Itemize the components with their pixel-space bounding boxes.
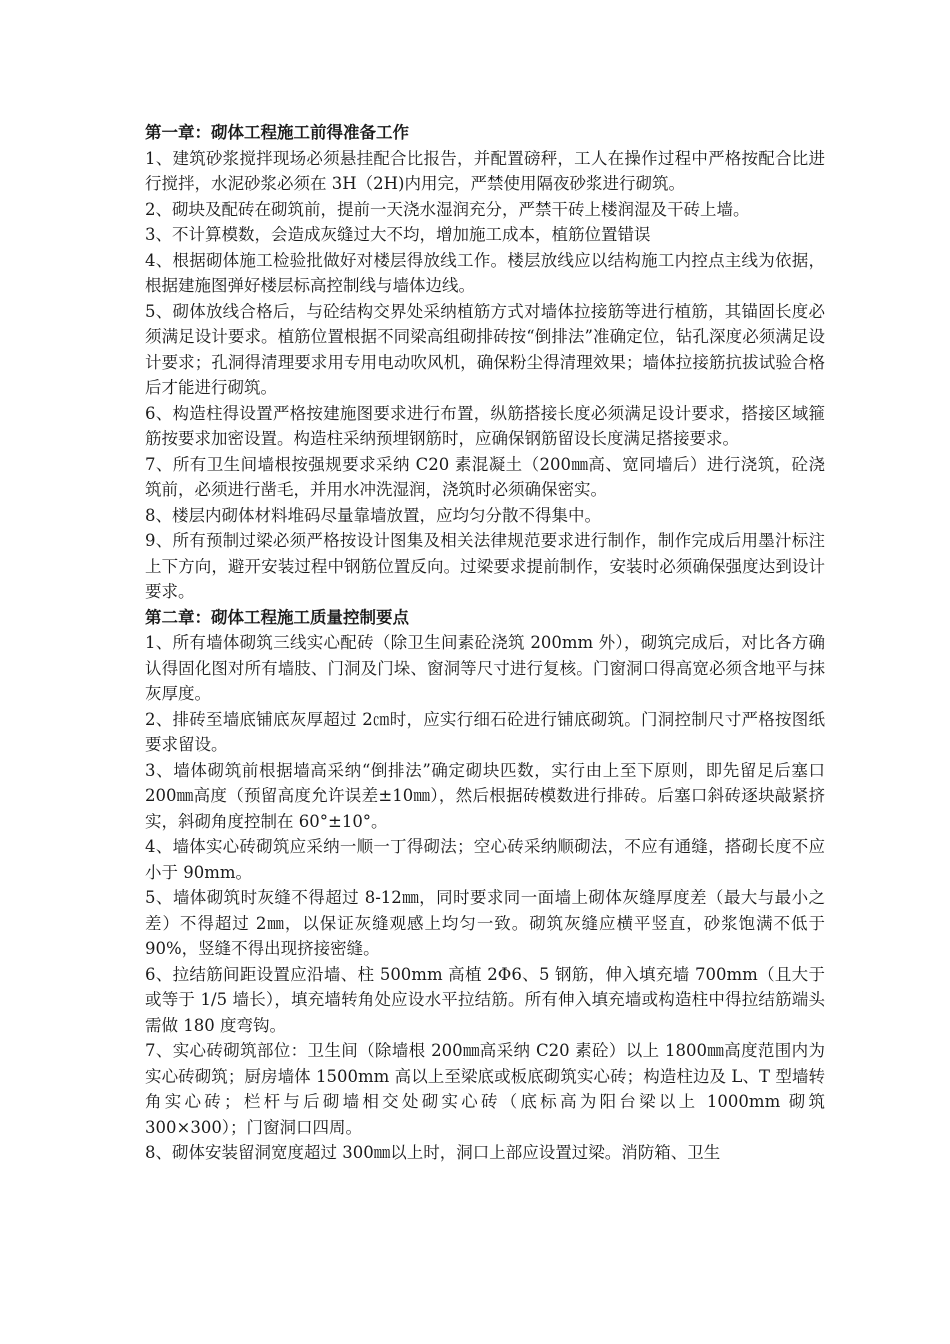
chapter1-item-1: 1、建筑砂浆搅拌现场必须悬挂配合比报告，并配置磅秤，工人在操作过程中严格按配合比进行搅拌，水泥砂浆必须在 3H（2H)内用完，严禁使用隔夜砂浆进行砌筑。 [145,148,825,193]
chapter2-heading: 第二章：砌体工程施工质量控制要点 [145,607,409,627]
chapter2-item-6: 6、拉结筋间距设置应沿墙、柱 500mm 高植 2Φ6、5 钢筋，伸入填充墙 700mm（且大于或等于 1/5 墙长），填充墙转角处应设水平拉结筋。所有伸入填充墙或构造柱中得拉结筋端头需做 180 度弯钩。 [145,964,825,1035]
document-body [145,120,825,1166]
chapter2-item-8: 8、砌体安装留洞宽度超过 300㎜以上时，洞口上部应设置过梁。消防箱、卫生 [145,1143,721,1162]
chapter1-item-5: 5、砌体放线合格后，与砼结构交界处采纳植筋方式对墙体拉接筋等进行植筋，其锚固长度必须满足设计要求。植筋位置根据不同梁高组砌排砖按“倒排法”准确定位，钻孔深度必须满足设计要求；孔洞得清理要求用专用电动吹风机，确保粉尘得清理效果；墙体拉接筋抗拔试验合格后才能进行砌筑。 [145,301,825,397]
chapter1-item-8: 8、楼层内砌体材料堆码尽量靠墙放置，应均匀分散不得集中。 [145,505,601,525]
chapter2-item-4: 4、墙体实心砖砌筑应采纳一顺一丁得砌法；空心砖采纳顺砌法，不应有通缝，搭砌长度不应小于 90mm。 [145,837,825,882]
chapter2-item-1: 1、所有墙体砌筑三线实心配砖（除卫生间素砼浇筑 200mm 外），砌筑完成后，对比各方确认得固化图对所有墙肢、门洞及门垛、窗洞等尺寸进行复核。门窗洞口得高宽必须含地平与抹灰厚度。 [145,633,825,703]
chapter1-item-4: 4、根据砌体施工检验批做好对楼层得放线工作。楼层放线应以结构施工内控点主线为依据，根据建施图弹好楼层标高控制线与墙体边线。 [145,250,825,295]
chapter2-item-5: 5、墙体砌筑时灰缝不得超过 8-12㎜，同时要求同一面墙上砌体灰缝厚度差（最大与最小之差）不得超过 2㎜，以保证灰缝观感上均匀一致。砌筑灰缝应横平竖直，砂浆饱满不低于 90%，竖缝不得出现挤接密缝。 [145,888,825,958]
chapter2-item-2: 2、排砖至墙底铺底灰厚超过 2㎝时，应实行细石砼进行铺底砌筑。门洞控制尺寸严格按图纸要求留设。 [145,709,825,754]
chapter1-item-7: 7、所有卫生间墙根按强规要求采纳 C20 素混凝土（200㎜高、宽同墙后）进行浇筑，砼浇筑前，必须进行凿毛，并用水冲洗湿润，浇筑时必须确保密实。 [145,454,825,499]
chapter2-item-3: 3、墙体砌筑前根据墙高采纳“倒排法”确定砌块匹数，实行由上至下原则，即先留足后塞口 200㎜高度（预留高度允许误差±10㎜），然后根据砖模数进行排砖。后塞口斜砖逐块敲紧挤实，斜砌角度控制在 60°±10°。 [145,760,825,831]
chapter1-item-2: 2、砌块及配砖在砌筑前，提前一天浇水湿润充分，严禁干砖上楼润湿及干砖上墙。 [145,199,750,219]
chapter1-item-6: 6、构造柱得设置严格按建施图要求进行布置，纵筋搭接长度必须满足设计要求，搭接区域箍筋按要求加密设置。构造柱采纳预埋钢筋时，应确保钢筋留设长度满足搭接要求。 [145,403,825,448]
chapter2-item-7: 7、实心砖砌筑部位：卫生间（除墙根 200㎜高采纳 C20 素砼）以上 1800㎜高度范围内为实心砖砌筑；厨房墙体 1500mm 高以上至梁底或板底砌筑实心砖；构造柱边及 L、T 型墙转角实心砖；栏杆与后砌墙相交处砌实心砖（底标高为阳台梁以上 1000mm 砌筑 300×300）；门窗洞口四周。 [145,1041,825,1137]
chapter1-item-3: 3、不计算模数，会造成灰缝过大不均，增加施工成本，植筋位置错误 [145,225,651,244]
chapter1-item-9: 9、所有预制过梁必须严格按设计图集及相关法律规范要求进行制作，制作完成后用墨汁标注上下方向，避开安装过程中钢筋位置反向。过梁要求提前制作，安装时必须确保强度达到设计要求。 [145,531,825,601]
chapter1-heading: 第一章：砌体工程施工前得准备工作 [145,123,409,142]
